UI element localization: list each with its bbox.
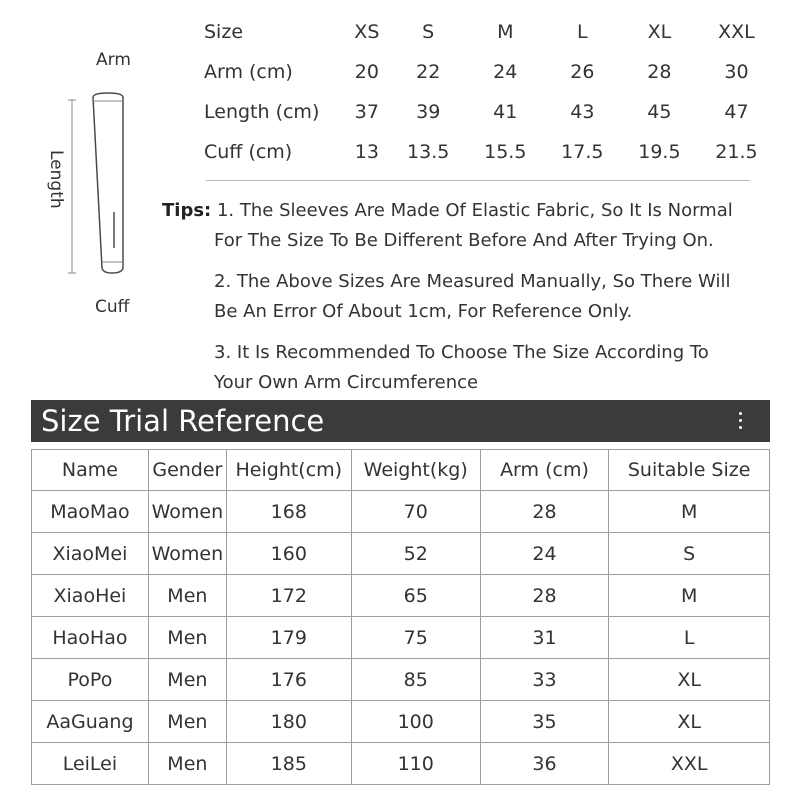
size-cell: 39	[416, 101, 441, 123]
height-cell: 180	[226, 701, 351, 743]
trial-header-row	[32, 450, 770, 491]
size-cell: 24	[493, 61, 518, 83]
size-header-cell: XL	[647, 21, 672, 43]
name-cell: XiaoMei	[32, 533, 149, 575]
weight-cell: 100	[351, 701, 480, 743]
weight-cell: 65	[351, 575, 480, 617]
tip-2	[162, 267, 792, 327]
table-row	[32, 743, 770, 785]
size-trial-table	[31, 449, 770, 785]
arm-label: Arm	[96, 50, 131, 70]
size-chart-table	[195, 12, 775, 172]
table-row	[32, 701, 770, 743]
table-row	[32, 617, 770, 659]
arm-cell: 36	[480, 743, 609, 785]
tip-1-line-1: 1. The Sleeves Are Made Of Elastic Fabric, So It Is Normal	[216, 200, 733, 221]
arm-cell: 28	[480, 491, 609, 533]
size-row-label: Cuff (cm)	[204, 141, 293, 163]
trial-header-cell: Height(cm)	[226, 450, 351, 491]
suitable-size-cell: XL	[609, 659, 770, 701]
size-cell: 28	[647, 61, 672, 83]
height-cell: 160	[226, 533, 351, 575]
size-chart-row	[195, 132, 775, 172]
table-row	[32, 659, 770, 701]
size-header-cell: S	[422, 21, 435, 43]
size-cell: 13	[354, 141, 379, 163]
gender-cell: Women	[148, 533, 226, 575]
size-cell: 30	[724, 61, 749, 83]
tips-heading: Tips:	[162, 200, 212, 221]
size-cell: 19.5	[638, 141, 681, 163]
arm-cell: 33	[480, 659, 609, 701]
length-label: Length	[46, 150, 66, 209]
tip-2-line-1: 2. The Above Sizes Are Measured Manually, So There Will	[214, 271, 731, 292]
gender-cell: Men	[148, 701, 226, 743]
name-cell: PoPo	[32, 659, 149, 701]
trial-header-cell: Name	[32, 450, 149, 491]
size-cell: 13.5	[407, 141, 450, 163]
size-cell: 17.5	[561, 141, 604, 163]
size-header-label: Size	[204, 21, 244, 43]
trial-header-cell: Suitable Size	[609, 450, 770, 491]
size-chart-row	[195, 92, 775, 132]
size-cell: 47	[724, 101, 749, 123]
size-header-cell: M	[497, 21, 514, 43]
table-row	[32, 575, 770, 617]
suitable-size-cell: XXL	[609, 743, 770, 785]
arm-cell: 31	[480, 617, 609, 659]
suitable-size-cell: L	[609, 617, 770, 659]
table-row	[32, 491, 770, 533]
size-cell: 20	[354, 61, 379, 83]
gender-cell: Men	[148, 575, 226, 617]
cuff-label: Cuff	[95, 297, 130, 317]
height-cell: 185	[226, 743, 351, 785]
size-chart-row	[195, 52, 775, 92]
gender-cell: Women	[148, 491, 226, 533]
weight-cell: 85	[351, 659, 480, 701]
size-chart-header-row	[195, 12, 775, 52]
tip-3-line-1: 3. It Is Recommended To Choose The Size According To	[214, 342, 709, 363]
name-cell: AaGuang	[32, 701, 149, 743]
suitable-size-cell: S	[609, 533, 770, 575]
name-cell: MaoMao	[32, 491, 149, 533]
size-header-cell: XXL	[718, 21, 755, 43]
weight-cell: 70	[351, 491, 480, 533]
tip-2-line-2: Be An Error Of About 1cm, For Reference Only.	[214, 301, 633, 322]
trial-header-cell: Weight(kg)	[351, 450, 480, 491]
size-cell: 37	[354, 101, 379, 123]
trial-header-cell: Arm (cm)	[480, 450, 609, 491]
size-cell: 15.5	[484, 141, 527, 163]
size-header-cell: L	[577, 21, 588, 43]
arm-cell: 35	[480, 701, 609, 743]
gender-cell: Men	[148, 659, 226, 701]
tip-1	[162, 196, 792, 256]
table-row	[32, 533, 770, 575]
height-cell: 172	[226, 575, 351, 617]
size-cell: 21.5	[715, 141, 758, 163]
size-cell: 22	[416, 61, 441, 83]
gender-cell: Men	[148, 617, 226, 659]
trial-header-bar	[31, 400, 770, 442]
tip-3-line-2: Your Own Arm Circumference	[214, 372, 479, 393]
weight-cell: 52	[351, 533, 480, 575]
name-cell: LeiLei	[32, 743, 149, 785]
weight-cell: 110	[351, 743, 480, 785]
name-cell: HaoHao	[32, 617, 149, 659]
tip-1-line-2: For The Size To Be Different Before And After Trying On.	[214, 230, 714, 251]
height-cell: 176	[226, 659, 351, 701]
size-cell: 41	[493, 101, 518, 123]
size-cell: 43	[570, 101, 595, 123]
suitable-size-cell: XL	[609, 701, 770, 743]
size-cell: 45	[647, 101, 672, 123]
arm-cell: 24	[480, 533, 609, 575]
arm-sleeve-icon	[60, 80, 150, 295]
size-cell: 26	[570, 61, 595, 83]
tip-3	[162, 338, 792, 398]
size-row-label: Arm (cm)	[204, 61, 293, 83]
suitable-size-cell: M	[609, 575, 770, 617]
size-header-cell: XS	[354, 21, 380, 43]
size-row-label: Length (cm)	[204, 101, 320, 123]
suitable-size-cell: M	[609, 491, 770, 533]
size-chart-divider	[206, 180, 750, 181]
more-vertical-icon[interactable]	[739, 412, 743, 430]
tips-section	[162, 196, 792, 409]
name-cell: XiaoHei	[32, 575, 149, 617]
weight-cell: 75	[351, 617, 480, 659]
height-cell: 168	[226, 491, 351, 533]
trial-header-cell: Gender	[148, 450, 226, 491]
gender-cell: Men	[148, 743, 226, 785]
arm-cell: 28	[480, 575, 609, 617]
height-cell: 179	[226, 617, 351, 659]
trial-title: Size Trial Reference	[41, 404, 325, 438]
